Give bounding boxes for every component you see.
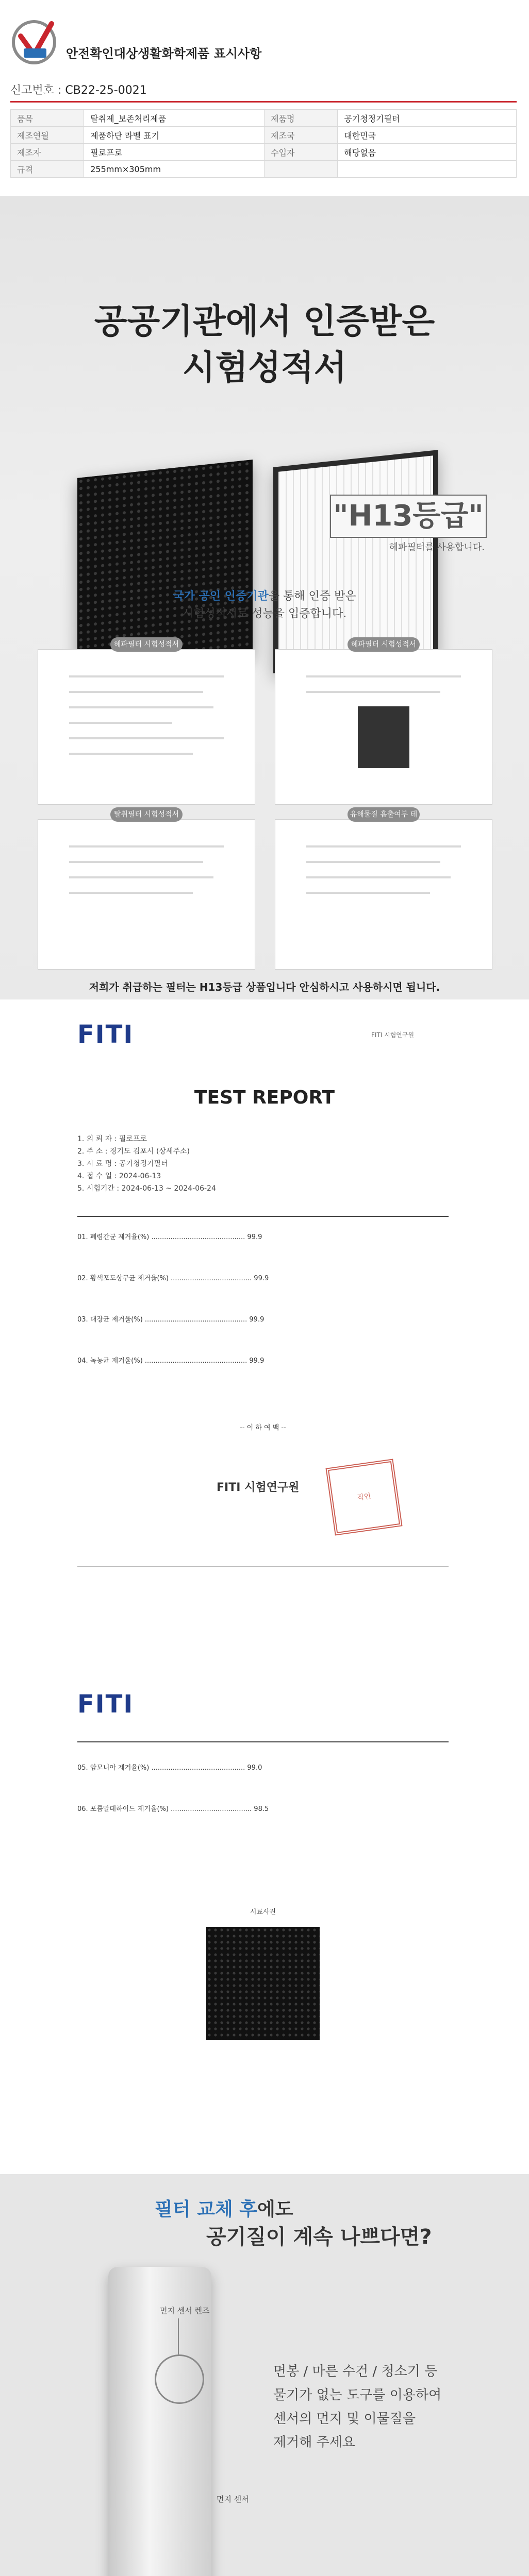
table-value: 255mm×305mm <box>84 161 264 178</box>
test-report-page-1 <box>0 999 529 1669</box>
report-number-label: 신고번호 : <box>10 84 62 97</box>
test-report-page-2 <box>0 1669 529 2174</box>
certificate-card <box>275 640 492 805</box>
table-row <box>11 110 517 127</box>
certificate-card <box>38 640 255 805</box>
certificate-label: 탈취필터 시험성적서 <box>110 807 183 822</box>
seal-stamp: 직인 <box>325 1459 402 1535</box>
filter-tips-section <box>0 2174 529 2576</box>
table-key: 제품명 <box>264 110 338 127</box>
report-item: 06. 포름알데하이드 제거율(%) ...................................... 98.5 <box>77 1805 269 1813</box>
sensor-pointer <box>178 2318 179 2354</box>
report-title: TEST REPORT <box>194 1087 335 1108</box>
safety-info-section <box>0 0 529 196</box>
compare-text-line: 물기가 없는 도구를 이용하여 <box>273 2387 442 2403</box>
report-meta-row: 5. 시험기간 : 2024-06-13 ~ 2024-06-24 <box>77 1184 216 1193</box>
table-value: 해당없음 <box>338 144 517 161</box>
report-item: 03. 대장균 제거율(%) ................................................ 99.9 <box>77 1316 264 1324</box>
report-meta-row: 1. 의 뢰 자 : 필로프로 <box>77 1135 147 1143</box>
certificate-card <box>275 810 492 970</box>
compare-question-line1 <box>155 2195 293 2221</box>
h13-subtitle: 헤파필터를 사용합니다. <box>389 542 485 553</box>
table-row <box>11 161 517 178</box>
report-item: 02. 황색포도상구균 제거율(%) ...................................... 99.9 <box>77 1275 269 1282</box>
certificate-label: 유해물질 흡출여부 테스트 <box>348 807 420 822</box>
table-key: 규격 <box>11 161 84 178</box>
sample-caption: 시료사진 <box>250 1908 276 1916</box>
compare-instructions <box>273 2360 441 2454</box>
hero-description-accent: 국가 공인 인증기관 <box>173 590 269 603</box>
divider <box>77 1566 449 1567</box>
sensor-highlight <box>155 2354 204 2404</box>
compare-question-highlight: 필터 교체 후 <box>155 2199 257 2220</box>
table-value: 필로프로 <box>84 144 264 161</box>
sensor-label: 먼지 센서 <box>217 2495 249 2504</box>
table-value: 공기청정기필터 <box>338 110 517 127</box>
compare-text-line: 센서의 먼지 및 이물질을 <box>273 2411 416 2427</box>
table-value: 탈취제_보존처리제품 <box>84 110 264 127</box>
hero-description <box>0 587 529 603</box>
compare-text-line: 면봉 / 마른 수건 / 청소기 등 <box>273 2364 438 2379</box>
hero-title-line2: 시험성적서 <box>182 348 347 387</box>
table-row <box>11 144 517 161</box>
divider <box>77 1741 449 1742</box>
hero-description-line2: 시험성적서로 성능을 입증합니다. <box>182 607 347 620</box>
report-number <box>10 81 147 97</box>
table-key: 제조국 <box>264 127 338 144</box>
hero-title-line1: 공공기관에서 인증받은 <box>94 301 435 341</box>
certificate-card <box>38 810 255 970</box>
certificate-label: 헤파필터 시험성적서 <box>348 637 420 652</box>
sensor-lens-label: 먼지 센서 렌즈 <box>160 2306 210 2315</box>
fiti-logo: FITI <box>77 1690 134 1719</box>
report-number-value: CB22-25-0021 <box>65 84 147 97</box>
certificate-label: 헤파필터 시험성적서 <box>110 637 183 652</box>
fiti-logo: FITI <box>77 1020 134 1049</box>
report-meta-row: 3. 시 료 명 : 공기청정기필터 <box>77 1160 168 1168</box>
h13-badge: "H13등급" <box>330 495 487 538</box>
report-item: 04. 녹농균 제거율(%) ................................................ 99.9 <box>77 1357 264 1365</box>
table-key: 제조연월 <box>11 127 84 144</box>
report-meta-row: 4. 접 수 일 : 2024-06-13 <box>77 1172 161 1180</box>
table-value: 대한민국 <box>338 127 517 144</box>
hero-description-text: 을 통해 인증 받은 <box>268 590 356 603</box>
compare-question-line2: 공기질이 계속 나쁘다면? <box>206 2225 432 2249</box>
fiti-seal-text: FITI 시험연구원 <box>217 1481 300 1494</box>
sample-photo <box>206 1927 320 2040</box>
certification-hero <box>0 196 529 999</box>
table-value: 제품하단 라벨 표기 <box>84 127 264 144</box>
table-key: 품목 <box>11 110 84 127</box>
report-meta <box>77 1133 449 1195</box>
divider <box>77 1216 449 1217</box>
product-info-table <box>10 109 517 178</box>
table-key: 제조자 <box>11 144 84 161</box>
report-item: 01. 폐렴간균 제거율(%) ............................................ 99.9 <box>77 1233 262 1241</box>
table-key: 수입자 <box>264 144 338 161</box>
table-value <box>338 161 517 178</box>
table-row <box>11 127 517 144</box>
report-item: 05. 암모니아 제거율(%) ............................................ 99.0 <box>77 1764 262 1772</box>
table-key <box>264 161 338 178</box>
compare-question-rest: 에도 <box>257 2199 293 2220</box>
report-footer: -- 이 하 여 백 -- <box>240 1424 286 1432</box>
divider <box>10 101 517 103</box>
report-header-info: FITI 시험연구원 <box>371 1031 415 1039</box>
hero-footnote: 저희가 취급하는 필터는 H13등급 상품입니다 안심하시고 사용하시면 됩니다. <box>89 981 440 993</box>
report-meta-row: 2. 주 소 : 경기도 김포시 (상세주소) <box>77 1147 190 1156</box>
safety-check-logo-icon <box>10 19 58 66</box>
safety-title: 안전확인대상생활화학제품 표시사항 <box>66 46 262 61</box>
compare-text-line: 제거해 주세요 <box>273 2435 355 2450</box>
